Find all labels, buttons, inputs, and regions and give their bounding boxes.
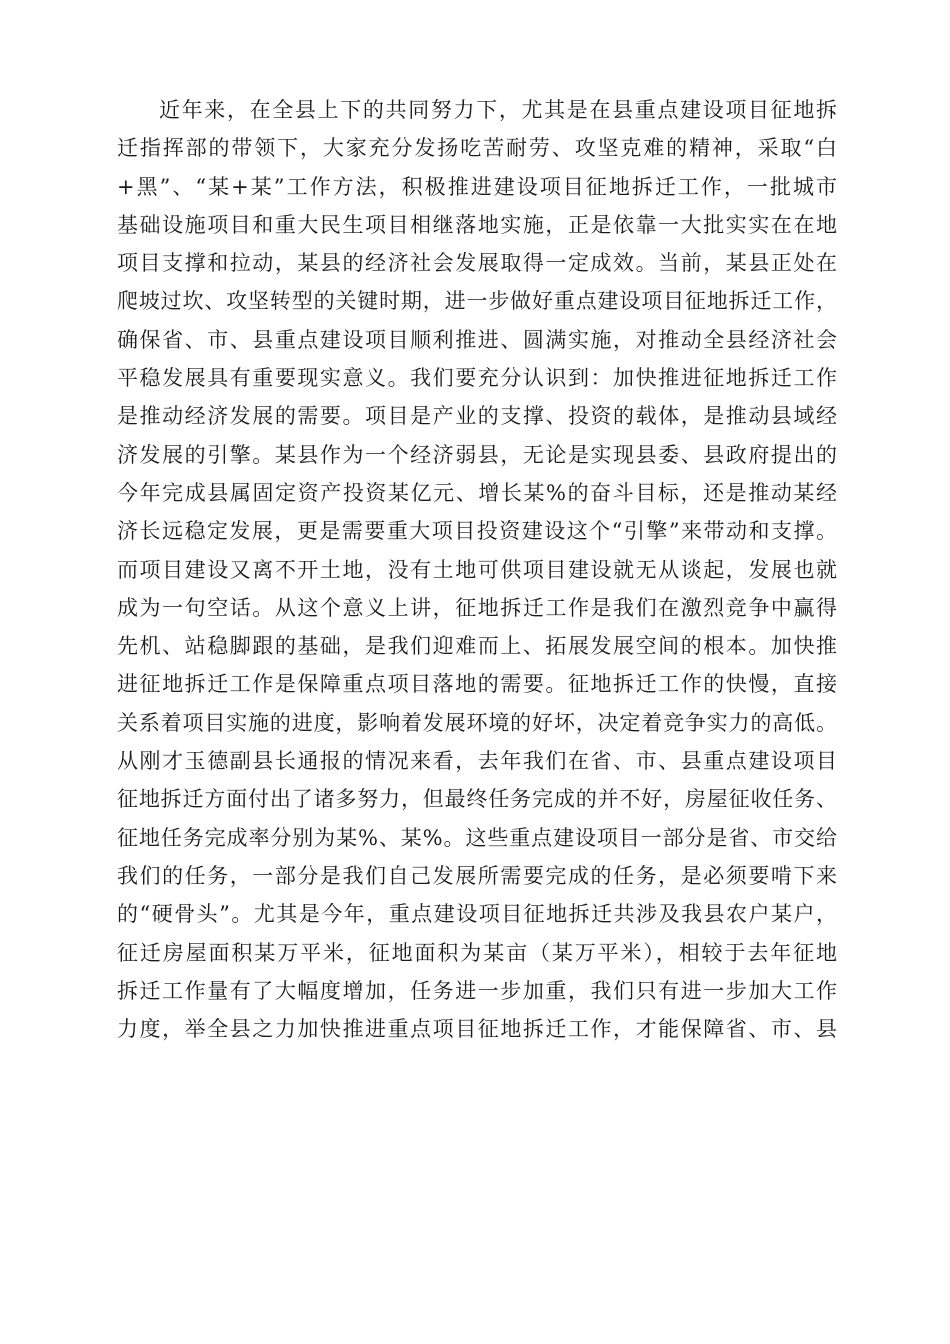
text-line: 征迁房屋面积某万平米，征地面积为某亩（某万平米），相较于去年征地 xyxy=(117,940,837,965)
text-line: 征地任务完成率分别为某%、某%。这些重点建设项目一部分是省、市交给 xyxy=(117,825,837,850)
text-line: 力度，举全县之力加快推进重点项目征地拆迁工作，才能保障省、市、县 xyxy=(117,1017,837,1042)
text-line: 的“硬骨头”。尤其是今年，重点建设项目征地拆迁共涉及我县农户某户， xyxy=(117,902,837,927)
text-line: 确保省、市、县重点建设项目顺利推进、圆满实施，对推动全县经济社会 xyxy=(117,327,837,352)
text-line: 征地拆迁方面付出了诸多努力，但最终任务完成的并不好，房屋征收任务、 xyxy=(117,787,837,812)
text-line: 我们的任务，一部分是我们自己发展所需要完成的任务，是必须要啃下来 xyxy=(117,863,837,888)
body-paragraph xyxy=(117,91,837,1048)
text-line: 关系着项目实施的进度，影响着发展环境的好坏，决定着竞争实力的高低。 xyxy=(117,710,837,735)
text-line: 拆迁工作量有了大幅度增加，任务进一步加重，我们只有进一步加大工作 xyxy=(117,978,837,1003)
text-line: 济长远稳定发展，更是需要重大项目投资建设这个“引擎”来带动和支撑。 xyxy=(117,519,837,544)
text-line: 迁指挥部的带领下，大家充分发扬吃苦耐劳、攻坚克难的精神，采取“白 xyxy=(117,136,837,161)
text-line: 平稳发展具有重要现实意义。我们要充分认识到：加快推进征地拆迁工作 xyxy=(117,366,837,391)
text-line: 基础设施项目和重大民生项目相继落地实施，正是依靠一大批实实在在地 xyxy=(117,212,837,237)
text-line: 从刚才玉德副县长通报的情况来看，去年我们在省、市、县重点建设项目 xyxy=(117,749,837,774)
text-line: 项目支撑和拉动，某县的经济社会发展取得一定成效。当前，某县正处在 xyxy=(117,251,837,276)
text-line: 进征地拆迁工作是保障重点项目落地的需要。征地拆迁工作的快慢，直接 xyxy=(117,672,837,697)
text-line: 近年来，在全县上下的共同努力下，尤其是在县重点建设项目征地拆 xyxy=(159,98,837,122)
text-line: 先机、站稳脚跟的基础，是我们迎难而上、拓展发展空间的根本。加快推 xyxy=(117,634,837,659)
text-line: 今年完成县属固定资产投资某亿元、增长某%的奋斗目标，还是推动某经 xyxy=(117,480,837,505)
text-line: 济发展的引擎。某县作为一个经济弱县，无论是实现县委、县政府提出的 xyxy=(117,442,837,467)
text-line: 是推动经济发展的需要。项目是产业的支撑、投资的载体，是推动县域经 xyxy=(117,404,837,429)
text-line: 而项目建设又离不开土地，没有土地可供项目建设就无从谈起，发展也就 xyxy=(117,557,837,582)
text-line: 成为一句空话。从这个意义上讲，征地拆迁工作是我们在激烈竞争中赢得 xyxy=(117,595,837,620)
text-line: +黑”、“某+某”工作方法，积极推进建设项目征地拆迁工作，一批城市 xyxy=(117,174,837,199)
text-line: 爬坡过坎、攻坚转型的关键时期，进一步做好重点建设项目征地拆迁工作， xyxy=(117,289,837,314)
